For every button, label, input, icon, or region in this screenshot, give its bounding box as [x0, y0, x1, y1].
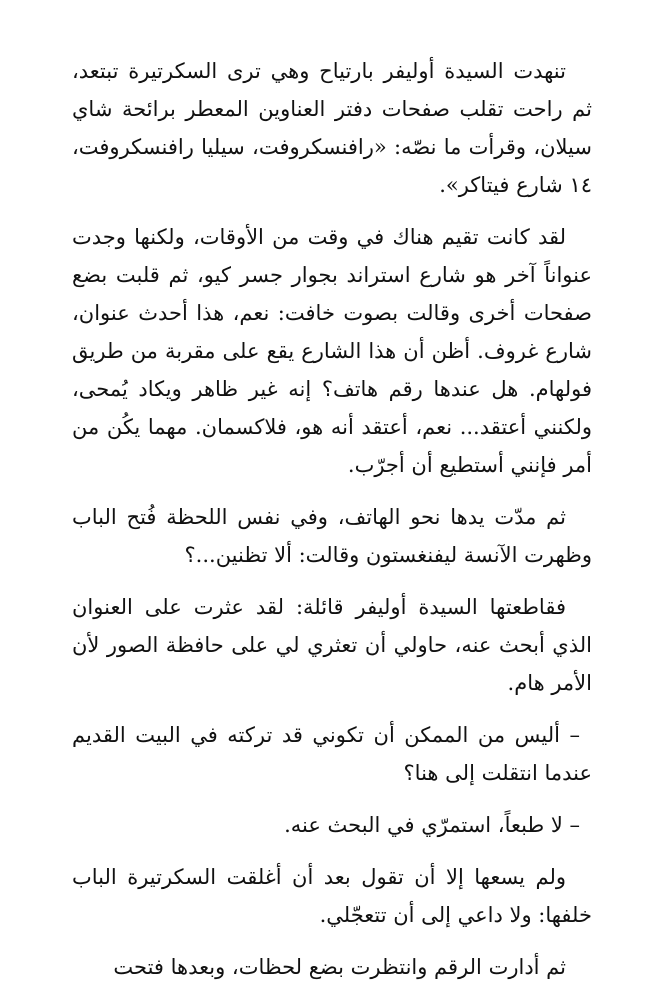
paragraph-6: ثم أدارت الرقم وانتظرت بضع لحظات، وبعدها فتحت: [113, 955, 566, 979]
paragraph-3: ثم مدّت يدها نحو الهاتف، وفي نفس اللحظة فُتح الباب وظهرت الآنسة ليفنغستون وقالت: ألا تظنين...؟: [72, 505, 592, 567]
dialogue-line-2: – لا طبعاً، استمرّي في البحث عنه.: [284, 813, 580, 837]
paragraph-2: لقد كانت تقيم هناك في وقت من الأوقات، ولكنها وجدت عنواناً آخر هو شارع استراند بجوار جسر كيو، ثم قلبت بضع صفحات أخرى وقالت بصوت خافت: نعم، هذا أحدث عنوان، شارع غروف. أظن أن هذا الشارع يقع على مقربة من طريق فولهام. هل عندها رقم هاتف؟ إنه غير ظاهر ويكاد يُمحى، ولكنني أعتقد... نعم، أعتقد أنه هو، فلاكسمان. مهما يكُن من أمر فإنني أستطيع أن أجرّب.: [72, 225, 592, 477]
paragraph-4: فقاطعتها السيدة أوليفر قائلة: لقد عثرت على العنوان الذي أبحث عنه، حاولي أن تعثري لي على حافظة الصور لأن الأمر هام.: [72, 595, 592, 695]
paragraph-5: ولم يسعها إلا أن تقول بعد أن أغلقت السكرتيرة الباب خلفها: ولا داعي إلى أن تتعجّلي.: [72, 865, 592, 927]
dialogue-line-1: – أليس من الممكن أن تكوني قد تركته في البيت القديم عندما انتقلت إلى هنا؟: [72, 723, 592, 785]
book-page: [72, 52, 592, 1000]
paragraph-1: تنهدت السيدة أوليفر بارتياح وهي ترى السكرتيرة تبتعد، ثم راحت تقلب صفحات دفتر العناوين المعطر برائحة شاي سيلان، وقرأت ما نصّه: «رافنسكروفت، سيليا رافنسكروفت، ١٤ شارع فيتاكر».: [72, 59, 592, 197]
